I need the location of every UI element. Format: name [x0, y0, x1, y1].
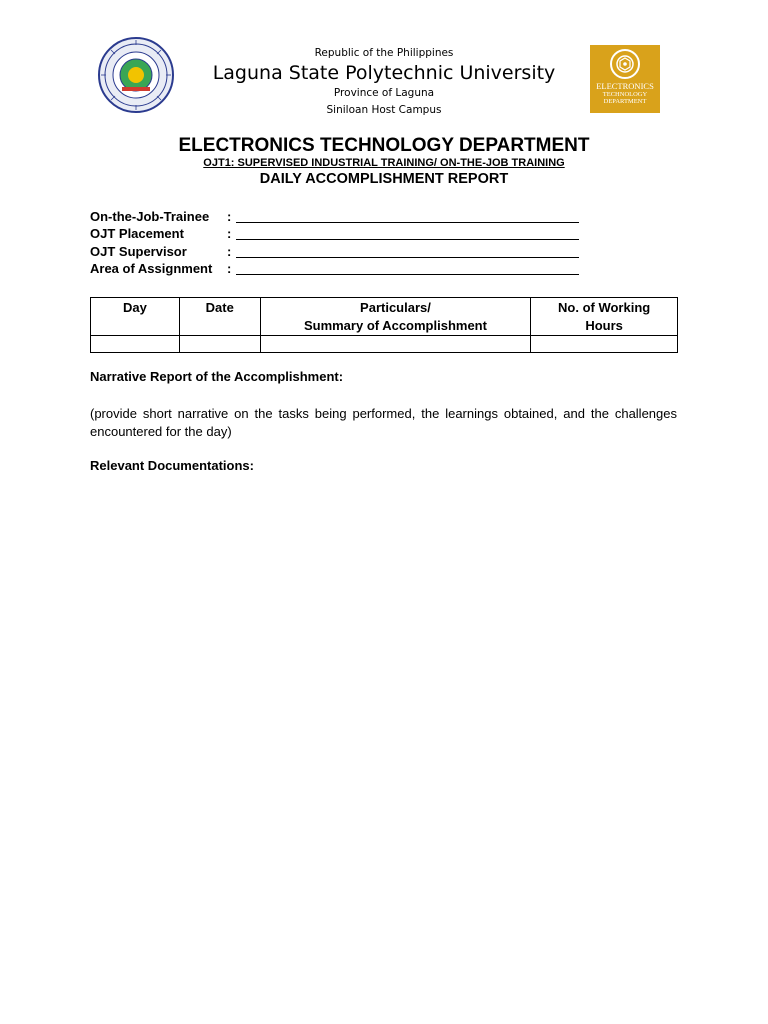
narrative-body: (provide short narrative on the tasks being performed, the learnings obtained, and the challenges encountered for the day)	[90, 406, 677, 439]
cell-day[interactable]	[91, 336, 180, 353]
particulars-line1: Particulars/	[360, 300, 431, 315]
report-title: DAILY ACCOMPLISHMENT REPORT	[259, 171, 509, 187]
col-header-date: Date	[179, 298, 260, 336]
field-colon: :	[227, 209, 232, 224]
department-logo	[590, 45, 660, 113]
header-university-name: Laguna State Polytechnic University	[212, 62, 556, 84]
header-province: Province of Laguna	[333, 87, 435, 99]
accomplishment-table	[90, 297, 678, 353]
dept-logo-line2: TECHNOLOGY	[602, 90, 648, 98]
field-colon: :	[227, 226, 232, 241]
col-header-day: Day	[91, 298, 180, 336]
header-campus: Siniloan Host Campus	[326, 104, 442, 116]
trainee-blank-line[interactable]	[236, 222, 579, 223]
circuit-emblem-icon	[609, 48, 641, 80]
field-label: OJT Supervisor	[90, 244, 187, 259]
hours-line1: No. of Working	[558, 300, 651, 315]
col-header-hours	[531, 298, 678, 336]
col-header-particulars	[260, 298, 531, 336]
placement-blank-line[interactable]	[236, 239, 579, 240]
cell-hours[interactable]	[531, 336, 678, 353]
narrative-heading: Narrative Report of the Accomplishment:	[90, 369, 344, 384]
field-label: On-the-Job-Trainee	[90, 209, 210, 224]
assignment-blank-line[interactable]	[236, 274, 579, 275]
table-row	[91, 336, 678, 353]
particulars-line2: Summary of Accomplishment	[303, 317, 487, 333]
field-label: Area of Assignment	[90, 261, 213, 276]
dept-logo-line1: ELECTRONICS	[596, 81, 654, 91]
documentation-heading: Relevant Documentations:	[90, 458, 254, 473]
course-title: OJT1: SUPERVISED INDUSTRIAL TRAINING/ ON-THE-JOB TRAINING	[203, 157, 565, 169]
header-republic: Republic of the Philippines	[314, 47, 454, 59]
table-header-row	[91, 298, 678, 336]
field-colon: :	[227, 261, 232, 276]
department-title: ELECTRONICS TECHNOLOGY DEPARTMENT	[178, 135, 590, 156]
supervisor-blank-line[interactable]	[236, 257, 579, 258]
dept-logo-line3: DEPARTMENT	[603, 98, 647, 105]
cell-date[interactable]	[179, 336, 260, 353]
field-colon: :	[227, 244, 232, 259]
hours-line2: Hours	[585, 317, 623, 333]
cell-particulars[interactable]	[260, 336, 531, 353]
field-label: OJT Placement	[90, 226, 184, 241]
